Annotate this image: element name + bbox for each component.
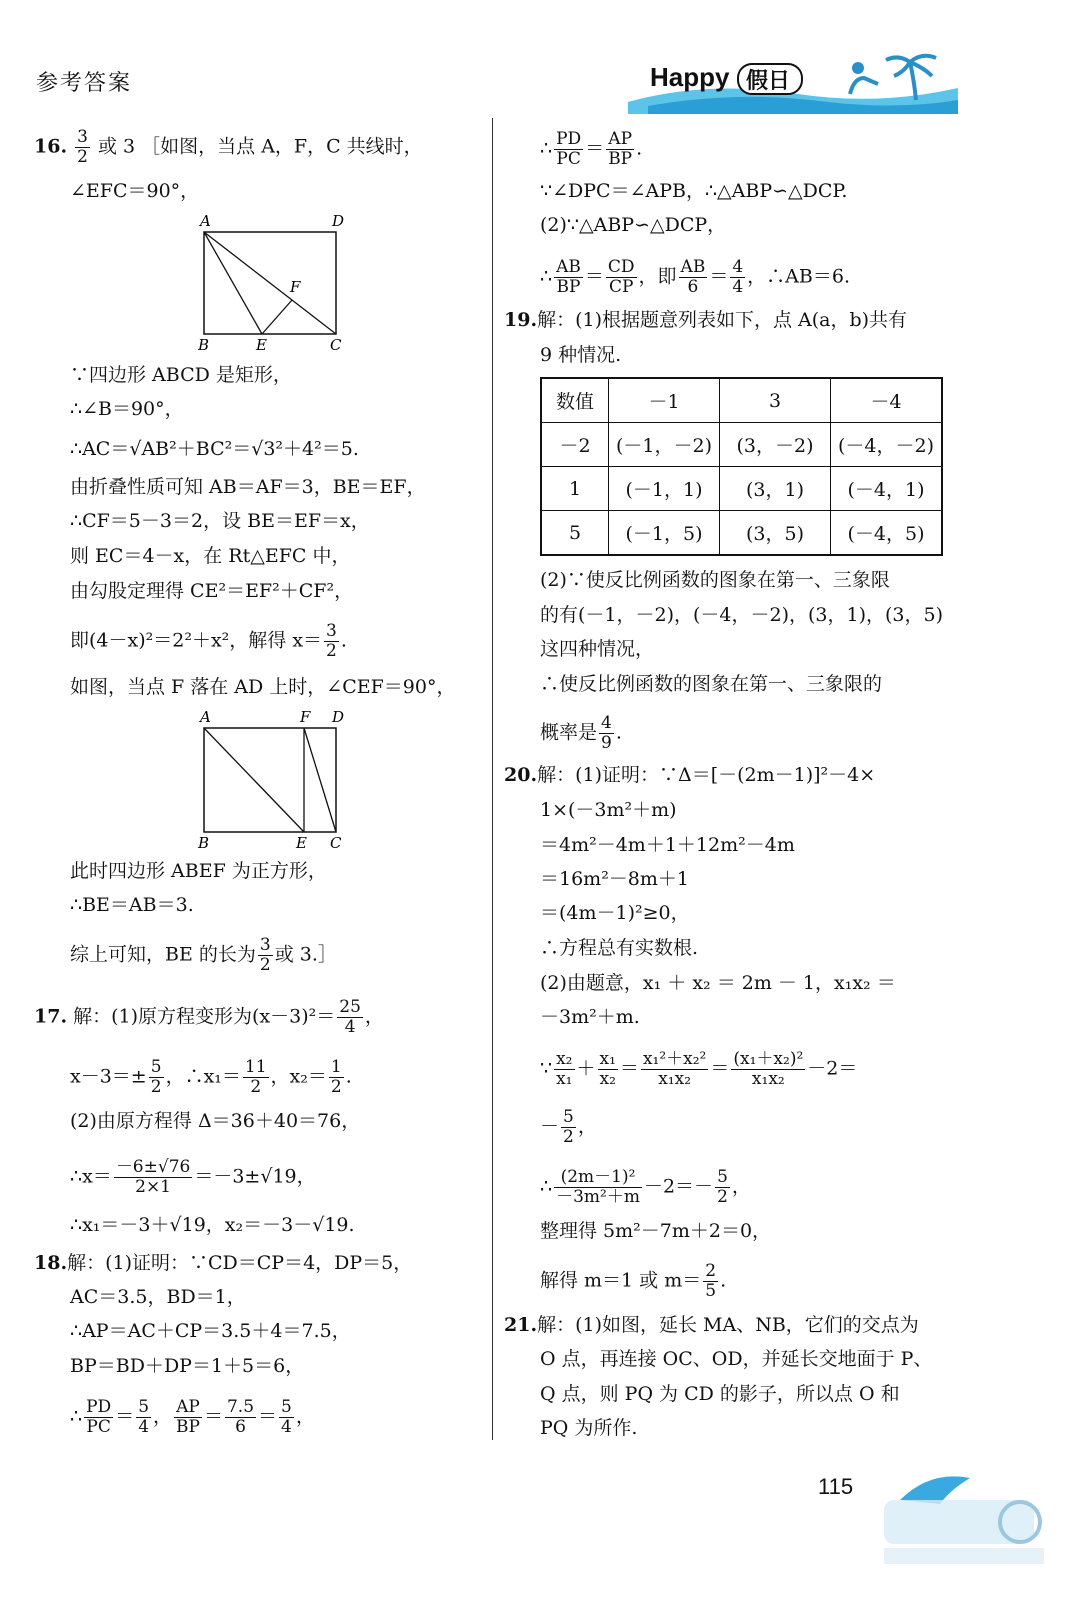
fig2-label-b: B: [198, 834, 210, 852]
q18c-line-1: ∴ $\frac{PD}{PC}$ ＝ $\frac{AP}{BP}$ .: [540, 129, 643, 169]
q20-line-12: 整理得 5m²－7m＋2＝0，: [540, 1220, 772, 1242]
q18-line-3: ∴AP＝AC＋CP＝3.5＋4＝7.5，: [70, 1320, 351, 1342]
fraction: $\frac{3}{2}$: [77, 127, 88, 167]
q19-line-6: ∴使反比例函数的图象在第一、三象限的: [540, 673, 883, 695]
q16-line-3: ∵四边形 ABCD 是矩形，: [70, 364, 292, 386]
q20-line-1: 20.解：(1)证明：∵Δ＝[－(2m－1)]²－4×: [504, 764, 876, 786]
figure-icon: [850, 62, 878, 94]
fig1-label-d: D: [332, 212, 345, 230]
q19-line-4: 的有(－1，－2)，(－4，－2)，(3，1)，(3，5): [540, 604, 944, 626]
q20-line-13: 解得 m＝1 或 m＝ $\frac{2}{5}$ .: [540, 1261, 727, 1301]
column-divider: [492, 118, 493, 1440]
table-row: [541, 511, 942, 556]
q20-line-6: ∴方程总有实数根.: [540, 937, 699, 959]
q21-line-1: 21.解：(1)如图，延长 MA、NB，它们的交点为: [504, 1314, 919, 1336]
figure-2: [196, 704, 356, 852]
q16-line-9: 由勾股定理得 CE²＝EF²＋CF²，: [70, 580, 354, 602]
table-cell: 3: [720, 378, 831, 423]
q18-line-4: BP＝BD＋DP＝1＋5＝6，: [70, 1355, 305, 1377]
q16-line-1: 16. $\frac{3}{2}$ 或 3 ［如图，当点 A，F，C 共线时，: [34, 127, 423, 167]
watermark-logo: [870, 1460, 1050, 1570]
q16-line-12: 此时四边形 ABEF 为正方形，: [70, 860, 327, 882]
table-cell: －1: [609, 378, 720, 423]
q18c-line-4: ∴ $\frac{AB}{BP}$ ＝ $\frac{CD}{CP}$ ，即 $\frac{AB}{6}$ ＝ $\frac{4}{4}$ ，∴AB＝6.: [540, 257, 850, 297]
figure-1: [196, 208, 356, 353]
q21-line-2: O 点，再连接 OC、OD，并延长交地面于 P、: [540, 1348, 933, 1370]
fig2-label-d: D: [332, 708, 345, 726]
brand-logo: [628, 50, 958, 114]
table-cell: (－1，5): [609, 511, 720, 556]
table-cell: (－1，－2): [609, 423, 720, 467]
fig1-label-e: E: [256, 336, 267, 353]
q16-line-5: ∴AC＝√AB²＋BC²＝√3²＋4²＝5.: [70, 438, 359, 460]
q16-line-14: 综上可知，BE 的长为 $\frac{3}{2}$ 或 3.］: [70, 935, 337, 975]
table-cell: －2: [541, 423, 609, 467]
data-table: [540, 377, 943, 556]
q21-line-4: PQ 为所作.: [540, 1417, 638, 1439]
brand-cn-text: 假日: [746, 69, 791, 94]
q19-line-7: 概率是 $\frac{4}{9}$ .: [540, 713, 622, 753]
table-row: [541, 423, 942, 467]
table-cell: (3，5): [720, 511, 831, 556]
fig1-label-b: B: [198, 336, 210, 353]
table-cell: 数值: [541, 378, 609, 423]
q18-line-2: AC＝3.5，BD＝1，: [70, 1286, 246, 1308]
brand-text: Happy: [650, 62, 730, 92]
table-row: [541, 467, 942, 511]
table-cell: (－1，1): [609, 467, 720, 511]
page-number: 115: [818, 1474, 854, 1499]
q16-line-6: 由折叠性质可知 AB＝AF＝3，BE＝EF，: [70, 476, 426, 498]
fig2-label-e: E: [296, 834, 307, 852]
q16-line-13: ∴BE＝AB＝3.: [70, 894, 194, 916]
palm-tree-icon: [886, 56, 936, 100]
table-cell: (－4，－2): [831, 423, 943, 467]
header-label: 参考答案: [36, 71, 133, 96]
q18-line-5: ∴ $\frac{PD}{PC}$ ＝ $\frac{5}{4}$ ， $\frac{AP}{BP}$ ＝ $\frac{7.5}{6}$ ＝ $\frac{5}{4}$ ，: [70, 1397, 315, 1437]
table-cell: 1: [541, 467, 609, 511]
q20-line-4: ＝16m²－8m＋1: [540, 868, 690, 890]
table-cell: 5: [541, 511, 609, 556]
q16-line-8: 则 EC＝4－x，在 Rt△EFC 中，: [70, 545, 351, 567]
fig1-label-a: A: [200, 212, 211, 230]
q20-line-11: ∴ $\frac{\text{(2m－1)²}}{\text{－3m²＋m}}$ －2＝－ $\frac{5}{2}$ ，: [540, 1167, 751, 1207]
q17-line-1: 17. 解：(1)原方程变形为(x－3)²＝ $\frac{25}{4}$ ，: [34, 997, 384, 1037]
leaf-icon: [900, 1476, 970, 1504]
q17-line-4: ∴x＝ $\frac{-6\pm√76}{2\times 1}$ ＝－3±√19，: [70, 1157, 316, 1197]
q20-line-3: ＝4m²－4m＋1＋12m²－4m: [540, 834, 795, 856]
fig2-label-c: C: [330, 834, 342, 852]
q17-line-3: (2)由原方程得 Δ＝36＋40＝76，: [70, 1110, 361, 1132]
table-cell: (－4，1): [831, 467, 943, 511]
q20-line-8: －3m²＋m.: [540, 1006, 640, 1028]
q17-line-5: ∴x₁＝－3＋√19，x₂＝－3－√19.: [70, 1214, 355, 1236]
q20-line-9: ∵ $\frac{\text{x₂}}{\text{x₁}}$ ＋ $\frac{\text{x₁}}{\text{x₂}}$ ＝ $\frac{\text{x₁²＋x₂²}}{\text{x₁x₂}}$ ＝ $\frac{\text{(x₁＋x₂)²}}{\text{x₁x₂}}$ －2＝: [540, 1049, 858, 1089]
q19-line-2: 9 种情况.: [540, 344, 622, 366]
q20-line-5: ＝(4m－1)²≥0，: [540, 902, 690, 924]
q18c-line-3: (2)∵△ABP∽△DCP，: [540, 214, 727, 236]
q18c-line-2: ∵∠DPC＝∠APB，∴△ABP∽△DCP.: [540, 180, 848, 202]
table-cell: －4: [831, 378, 943, 423]
q16-line-11: 如图，当点 F 落在 AD 上时，∠CEF＝90°，: [70, 676, 456, 698]
fig1-label-c: C: [330, 336, 342, 353]
table-header-row: [541, 378, 942, 423]
q19-line-3: (2)∵使反比例函数的图象在第一、三象限: [540, 569, 890, 591]
fig2-label-f: F: [300, 708, 311, 726]
q16-line-2: ∠EFC＝90°，: [70, 180, 200, 202]
q17-line-2: x－3＝± $\frac{5}{2}$ ，∴x₁＝ $\frac{11}{2}$ ，x₂＝ $\frac{1}{2}$ .: [70, 1057, 352, 1097]
q19-line-1: 19.解：(1)根据题意列表如下，点 A(a，b)共有: [504, 309, 908, 331]
q16-line-7: ∴CF＝5－3＝2，设 BE＝EF＝x，: [70, 510, 370, 532]
fig2-label-a: A: [200, 708, 211, 726]
q20-line-10: － $\frac{5}{2}$ ，: [540, 1107, 597, 1147]
q20-line-2: 1×(－3m²＋m): [540, 799, 677, 821]
table-cell: (－4，5): [831, 511, 943, 556]
q16-line-4: ∴∠B＝90°，: [70, 398, 184, 420]
table-cell: (3，－2): [720, 423, 831, 467]
q20-line-7: (2)由题意，x₁ ＋ x₂ ＝ 2m － 1，x₁x₂ ＝: [540, 972, 896, 994]
fig1-label-f: F: [290, 278, 301, 296]
q16-line-10: 即(4－x)²＝2²＋x²，解得 x＝ $\frac{3}{2}$ .: [70, 621, 347, 661]
q18-line-1: 18.解：(1)证明：∵CD＝CP＝4，DP＝5，: [34, 1252, 413, 1274]
table-cell: (3，1): [720, 467, 831, 511]
q21-line-3: Q 点，则 PQ 为 CD 的影子，所以点 O 和: [540, 1383, 900, 1405]
q19-line-5: 这四种情况，: [540, 638, 655, 660]
